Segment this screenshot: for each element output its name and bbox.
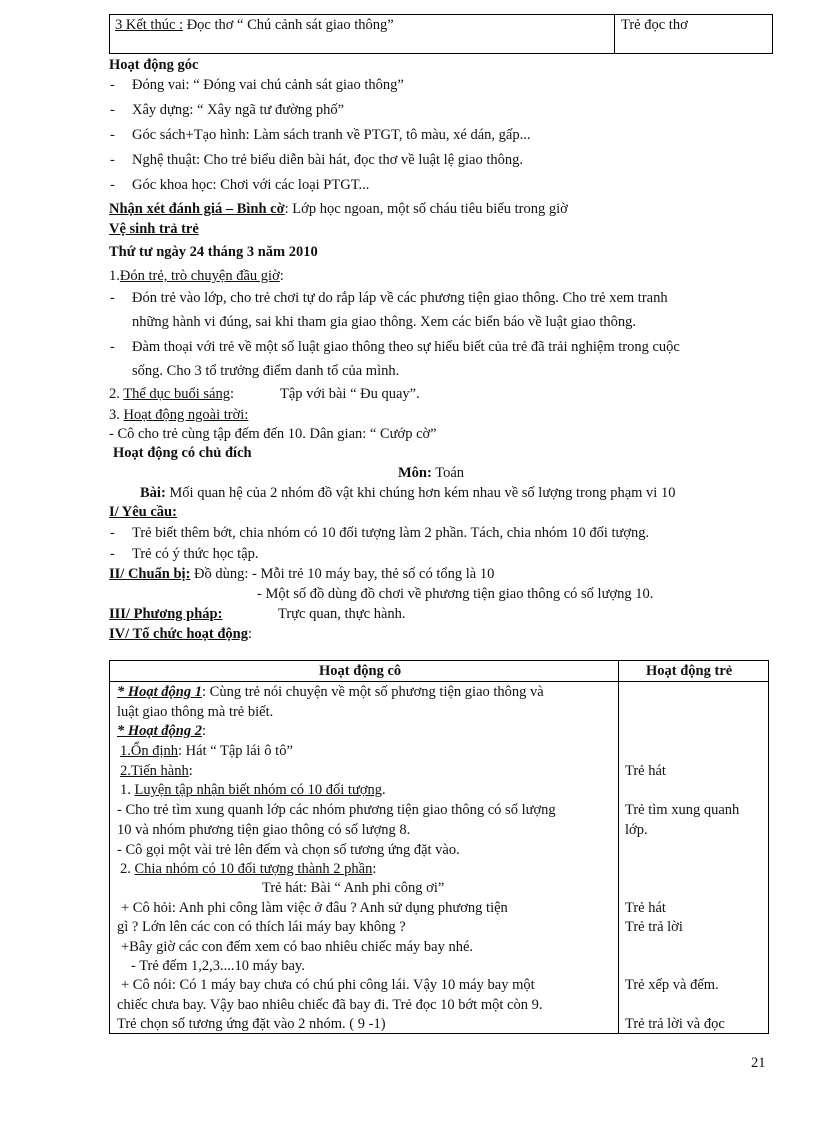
activity-table-divider bbox=[618, 660, 619, 1034]
corner-dash-5: - bbox=[110, 177, 115, 193]
act1-text: : Cùng trẻ nói chuyện về một số phương tiện giao thông và bbox=[202, 684, 544, 700]
evaluation-text: : Lớp học ngoan, một số cháu tiêu biểu trong giờ bbox=[284, 201, 568, 217]
outdoor-heading bbox=[109, 407, 248, 424]
teacher-text-3: - Cô gọi một vài trẻ lên đếm và chọn số tương ứng đặt vào. bbox=[117, 842, 460, 858]
evaluation-line bbox=[109, 201, 568, 218]
exercise-colon: : bbox=[229, 386, 234, 402]
child-text-2: Trẻ tìm xung quanh bbox=[625, 802, 740, 818]
welcome-dash-1: - bbox=[110, 290, 115, 306]
welcome-heading bbox=[109, 268, 284, 285]
practice-dot: . bbox=[381, 782, 386, 798]
teacher-text-7: - Trẻ đếm 1,2,3....10 máy bay. bbox=[131, 958, 305, 974]
preparation-line2: - Một số đồ dùng đồ chơi về phương tiện giao thông có số lượng 10. bbox=[257, 586, 654, 602]
proceed-line bbox=[120, 763, 193, 780]
corner-dash-4: - bbox=[110, 152, 115, 168]
corner-dash-2: - bbox=[110, 102, 115, 118]
corner-heading: Hoạt động góc bbox=[109, 57, 199, 73]
child-text-4: Trẻ hát bbox=[625, 900, 666, 916]
welcome-bullet1-line2: những hành vi đúng, sai khi tham gia giao thông. Xem các biển báo về luật giao thông. bbox=[132, 314, 636, 330]
req-dash-2: - bbox=[110, 546, 115, 562]
evaluation-label: Nhận xét đánh giá – Bình cờ bbox=[109, 201, 285, 217]
exercise-text: Tập với bài “ Đu quay”. bbox=[280, 386, 420, 402]
organization-colon: : bbox=[247, 626, 252, 642]
welcome-bullet2-line2: sống. Cho 3 tổ trưởng điểm danh tổ của mình. bbox=[132, 363, 400, 379]
act1-line bbox=[117, 684, 544, 701]
child-text-6: Trẻ xếp và đếm. bbox=[625, 977, 719, 993]
child-text-1: Trẻ hát bbox=[625, 763, 666, 779]
act1-label: * Hoạt động 1 bbox=[117, 684, 202, 700]
col-teacher-header: Hoạt động cô bbox=[319, 663, 402, 679]
stabilize-label: 1.Ổn định bbox=[120, 743, 178, 759]
lesson-value: Mối quan hệ của 2 nhóm đồ vật khi chúng hơn kém nhau về số lượng trong phạm vi 10 bbox=[169, 485, 676, 501]
col-child-header: Hoạt động trẻ bbox=[646, 663, 733, 679]
corner-item-5: Góc khoa học: Chơi với các loại PTGT... bbox=[132, 177, 370, 193]
exercise-line bbox=[109, 386, 234, 403]
subject-line bbox=[398, 465, 464, 482]
welcome-colon: : bbox=[279, 268, 284, 284]
purpose-heading: Hoạt động có chủ đích bbox=[113, 445, 252, 461]
method-text: Trực quan, thực hành. bbox=[278, 606, 406, 622]
subject-value: Toán bbox=[435, 465, 464, 481]
act2-label: * Hoạt động 2 bbox=[117, 723, 202, 739]
exercise-num: 2. bbox=[109, 386, 120, 402]
teacher-text-10: Trẻ chọn số tương ứng đặt vào 2 nhóm. ( 9 -1) bbox=[117, 1016, 386, 1032]
teacher-text-4: + Cô hỏi: Anh phi công làm việc ở đâu ? Anh sử dụng phương tiện bbox=[121, 900, 508, 916]
corner-item-1: Đóng vai: “ Đóng vai chú cảnh sát giao thông” bbox=[132, 77, 404, 93]
corner-item-4: Nghệ thuật: Cho trẻ biểu diễn bài hát, đọc thơ về luật lệ giao thông. bbox=[132, 152, 524, 168]
organization-line bbox=[109, 626, 252, 643]
req-dash-1: - bbox=[110, 525, 115, 541]
organization-heading: IV/ Tổ chức hoạt động bbox=[109, 626, 248, 642]
act2-line bbox=[117, 723, 206, 740]
teacher-text-6: +Bây giờ các con đếm xem có bao nhiêu chiếc máy bay nhé. bbox=[121, 939, 474, 955]
stabilize-line bbox=[120, 743, 293, 760]
preparation-heading: II/ Chuẩn bị: bbox=[109, 566, 191, 582]
divide-colon: : bbox=[372, 861, 377, 877]
teacher-text-5: gì ? Lớn lên các con có thích lái máy bay không ? bbox=[117, 919, 406, 935]
child-text-7: Trẻ trả lời và đọc bbox=[625, 1016, 725, 1032]
practice-line bbox=[120, 782, 386, 799]
method-heading: III/ Phương pháp: bbox=[109, 606, 223, 622]
page-number: 21 bbox=[751, 1055, 766, 1071]
corner-item-3: Góc sách+Tạo hình: Làm sách tranh về PTGT, tô màu, xé dán, gấp... bbox=[132, 127, 531, 143]
exercise-label: Thể dục buổi sáng bbox=[123, 386, 230, 402]
act2-colon: : bbox=[202, 723, 207, 739]
requirements-heading: I/ Yêu cầu: bbox=[109, 504, 177, 520]
top-table-left-cell bbox=[115, 17, 394, 34]
date-heading: Thứ tư ngày 24 tháng 3 năm 2010 bbox=[109, 244, 318, 260]
req-item-2: Trẻ có ý thức học tập. bbox=[132, 546, 259, 562]
child-text-3: lớp. bbox=[625, 822, 648, 838]
child-text-5: Trẻ trả lời bbox=[625, 919, 683, 935]
teacher-text-2: 10 và nhóm phương tiện giao thông có số lượng 8. bbox=[117, 822, 411, 838]
song-line: Trẻ hát: Bài “ Anh phi công ơi” bbox=[262, 880, 445, 896]
corner-item-2: Xây dựng: “ Xây ngã tư đường phố” bbox=[132, 102, 345, 118]
ending-label: 3 Kết thúc : bbox=[115, 17, 184, 33]
ending-text: Đọc thơ “ Chú cảnh sát giao thông” bbox=[183, 17, 394, 33]
welcome-dash-2: - bbox=[110, 339, 115, 355]
teacher-text-1: - Cho trẻ tìm xung quanh lớp các nhóm phương tiện giao thông có số lượng bbox=[117, 802, 556, 818]
welcome-num: 1. bbox=[109, 268, 120, 284]
proceed-colon: : bbox=[188, 763, 193, 779]
outdoor-label: Hoạt động ngoài trời: bbox=[123, 407, 249, 423]
divide-label: Chia nhóm có 10 đối tượng thành 2 phần bbox=[134, 861, 373, 877]
subject-label: Môn: bbox=[398, 465, 432, 481]
outdoor-text: - Cô cho trẻ cùng tập đếm đến 10. Dân gian: “ Cướp cờ” bbox=[109, 426, 437, 442]
teacher-text-8: + Cô nói: Có 1 máy bay chưa có chú phi công lái. Vậy 10 máy bay một bbox=[121, 977, 535, 993]
top-table-right-cell: Trẻ đọc thơ bbox=[621, 17, 688, 33]
req-item-1: Trẻ biết thêm bớt, chia nhóm có 10 đối tượng làm 2 phần. Tách, chia nhóm 10 đối tượng. bbox=[132, 525, 650, 541]
proceed-label: 2.Tiến hành bbox=[120, 763, 189, 779]
corner-dash-1: - bbox=[110, 77, 115, 93]
hygiene-heading: Vệ sinh trả trẻ bbox=[109, 221, 199, 237]
preparation-line1 bbox=[109, 566, 494, 583]
lesson-label: Bài: bbox=[140, 485, 166, 501]
top-table-divider bbox=[614, 14, 615, 54]
welcome-bullet2-line1: Đàm thoại với trẻ về một số luật giao thông theo sự hiểu biết của trẻ đã trải nghiệm trong cuộc bbox=[132, 339, 680, 355]
lesson-line bbox=[140, 485, 675, 502]
outdoor-num: 3. bbox=[109, 407, 120, 423]
activity-table-header-line bbox=[109, 681, 769, 682]
corner-dash-3: - bbox=[110, 127, 115, 143]
welcome-label: Đón trẻ, trò chuyện đầu giờ bbox=[119, 268, 280, 284]
teacher-text-9: chiếc chưa bay. Vậy bao nhiêu chiếc đã bay đi. Trẻ đọc 10 bớt một còn 9. bbox=[117, 997, 543, 1013]
preparation-text-1: Đồ dùng: - Mỗi trẻ 10 máy bay, thẻ số có tổng là 10 bbox=[190, 566, 495, 582]
welcome-bullet1-line1: Đón trẻ vào lớp, cho trẻ chơi tự do rắp láp về các phương tiện giao thông. Cho trẻ xem tranh bbox=[132, 290, 668, 306]
stabilize-text: : Hát “ Tập lái ô tô” bbox=[178, 743, 293, 759]
practice-label: Luyện tập nhận biết nhóm có 10 đối tượng bbox=[134, 782, 382, 798]
act1-line2: luật giao thông mà trẻ biết. bbox=[117, 704, 274, 720]
divide-line bbox=[120, 861, 376, 878]
divide-prefix: 2. bbox=[120, 861, 135, 877]
practice-prefix: 1. bbox=[120, 782, 135, 798]
